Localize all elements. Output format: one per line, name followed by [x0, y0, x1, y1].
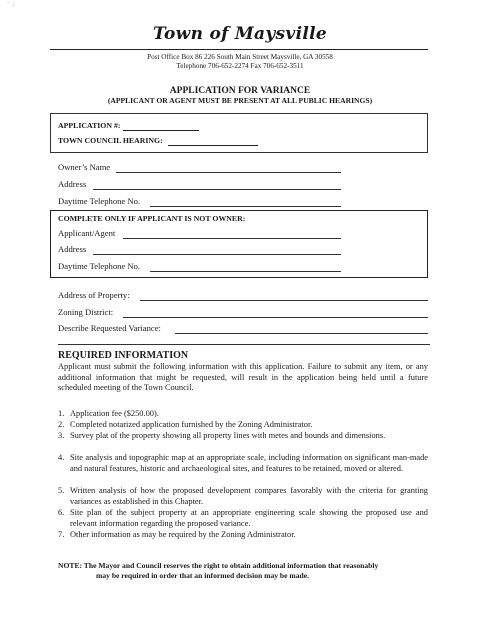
town-name-heading: Town of Maysville	[153, 24, 327, 44]
list-item: Survey plat of the property showing all property lines with metes and bounds and dimensions.	[70, 431, 386, 440]
list-item-number: 5.	[58, 486, 65, 495]
header-rule	[50, 49, 428, 50]
owner-name-field[interactable]	[116, 172, 341, 173]
variance-field[interactable]	[175, 333, 428, 334]
list-item: Other information as may be required by the Zoning Administrator.	[70, 530, 296, 539]
required-heading: REQUIRED INFORMATION	[58, 350, 189, 361]
required-intro: Applicant must submit the following information with this application. Failure to submit any item, or any additional information that might be requested, will result in the application being held until a future scheduled meeting of the Town Council.	[58, 362, 428, 393]
applicant-address-field[interactable]	[93, 254, 341, 255]
zoning-district-field[interactable]	[123, 317, 428, 318]
variance-label: Describe Requested Variance:	[58, 323, 161, 333]
applicant-agent-label: Applicant/Agent	[58, 228, 116, 238]
hearing-field[interactable]	[168, 145, 258, 146]
address-line: Post Office Box 86 226 South Main Street Maysville, GA 30558	[147, 53, 333, 61]
application-number-label: APPLICATION #:	[58, 121, 121, 130]
form-subtitle: (APPLICANT OR AGENT MUST BE PRESENT AT ALL PUBLIC HEARINGS)	[107, 96, 373, 105]
note-line-2: may be required in order that an informed decision may be made.	[96, 571, 310, 581]
owner-phone-label: Daytime Telephone No.	[58, 196, 141, 206]
owner-address-label: Address	[58, 179, 87, 189]
property-address-label: Address of Property:	[58, 290, 130, 300]
applicant-address-label: Address	[58, 244, 87, 254]
list-item: Completed notarized application furnished by the Zoning Administrator.	[70, 420, 313, 429]
list-item: Written analysis of how the proposed development compares favorably with the criteria for granting variances as established in this Chapter.	[70, 486, 428, 506]
zoning-district-label: Zoning District:	[58, 307, 114, 317]
list-item-number: 1.	[58, 409, 65, 418]
list-item-number: 7.	[58, 530, 65, 539]
note	[58, 561, 430, 581]
form-title: APPLICATION FOR VARIANCE	[169, 86, 311, 96]
applicant-agent-field[interactable]	[123, 238, 341, 239]
owner-phone-field[interactable]	[150, 206, 341, 207]
applicant-phone-label: Daytime Telephone No.	[58, 261, 141, 271]
property-address-field[interactable]	[140, 300, 428, 301]
list-item: Site analysis and topographic map at an appropriate scale, including information on significant man-made and natural features, historic and archaeological sites, and features to be retained, moved or altered.	[70, 453, 428, 473]
scan-mark: ⁻ /	[6, 0, 15, 9]
note-line-1: NOTE: The Mayor and Council reserves the right to obtain additional information that reasonably	[58, 561, 379, 570]
owner-address-field[interactable]	[93, 189, 341, 190]
list-item-number: 4.	[58, 453, 65, 462]
list-item: Site plan of the subject property at an appropriate engineering scale showing the proposed use and relevant information regarding the proposed variance.	[70, 508, 428, 528]
list-item-number: 6.	[58, 508, 65, 517]
list-item-number: 2.	[58, 420, 65, 429]
list-item: Application fee ($250.00).	[70, 409, 159, 418]
applicant-phone-field[interactable]	[150, 271, 341, 272]
applicant-box-heading: COMPLETE ONLY IF APPLICANT IS NOT OWNER:	[58, 214, 246, 223]
list-item-number: 3.	[58, 431, 65, 440]
owner-name-label: Owner’s Name	[58, 162, 111, 172]
hearing-label: TOWN COUNCIL HEARING:	[58, 136, 163, 145]
office-use-box	[50, 113, 428, 153]
section-rule	[58, 344, 430, 345]
phone-line: Telephone 706-652-2274 Fax 706-652-3511	[176, 62, 304, 70]
application-number-field[interactable]	[123, 130, 199, 131]
